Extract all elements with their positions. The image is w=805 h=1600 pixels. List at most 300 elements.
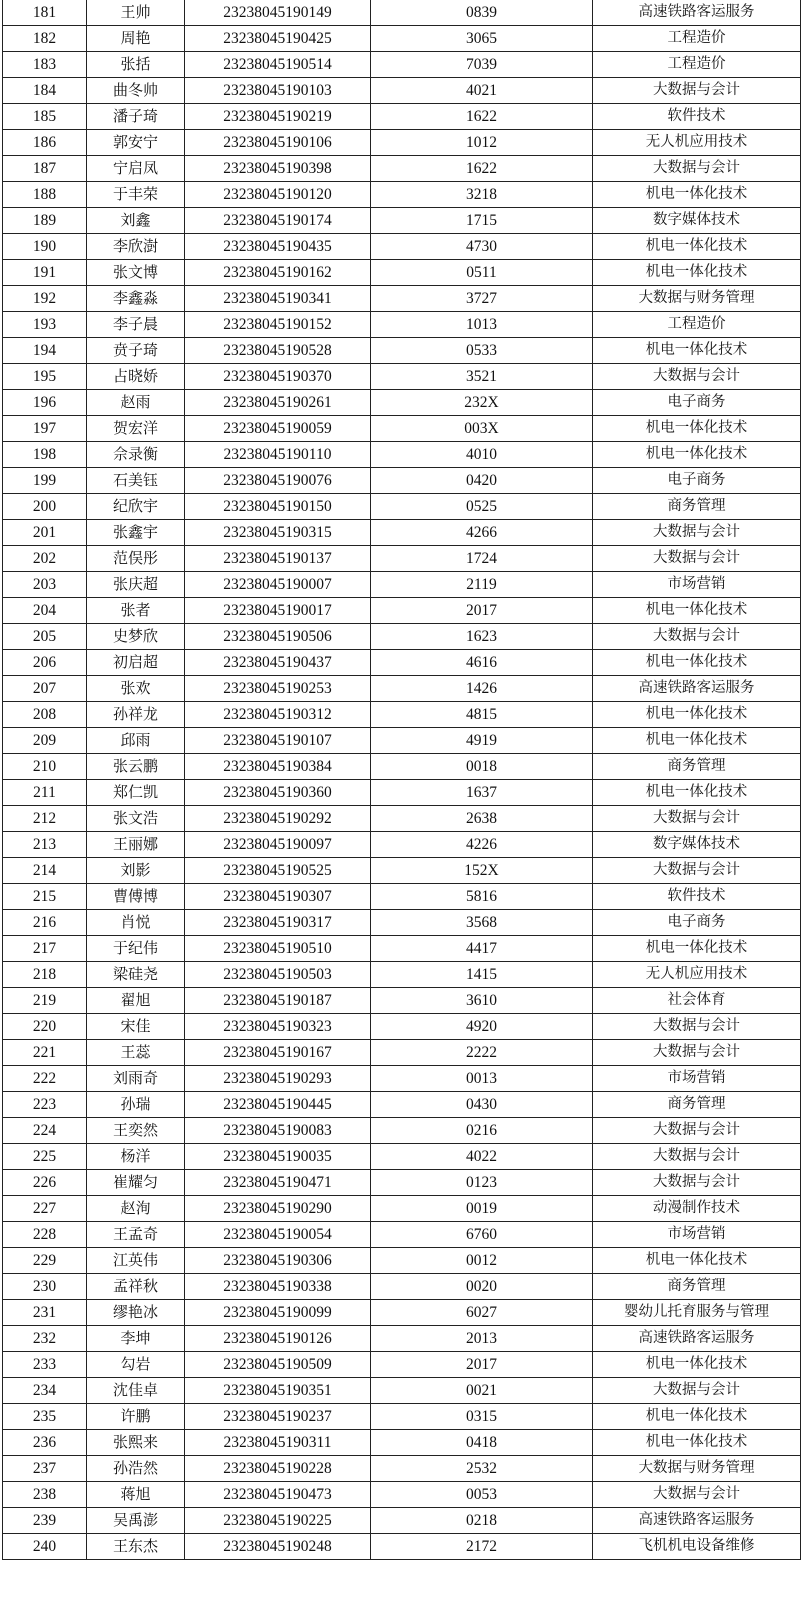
table-row bbox=[3, 1456, 801, 1482]
table-row bbox=[3, 598, 801, 624]
table-row bbox=[3, 78, 801, 104]
row-number-cell: 205 bbox=[3, 624, 87, 650]
id-suffix-cell: 1715 bbox=[371, 208, 593, 234]
major-cell: 机电一体化技术 bbox=[593, 442, 801, 468]
student-name-cell: 赵洵 bbox=[87, 1196, 185, 1222]
table-row bbox=[3, 572, 801, 598]
student-name-cell: 贲子琦 bbox=[87, 338, 185, 364]
id-suffix-cell: 3727 bbox=[371, 286, 593, 312]
student-name-cell: 吴禹澎 bbox=[87, 1508, 185, 1534]
major-cell: 大数据与会计 bbox=[593, 1014, 801, 1040]
student-name-cell: 郭安宁 bbox=[87, 130, 185, 156]
major-cell: 机电一体化技术 bbox=[593, 780, 801, 806]
table-row bbox=[3, 1482, 801, 1508]
exam-id-cell: 23238045190007 bbox=[185, 572, 371, 598]
id-suffix-cell: 6760 bbox=[371, 1222, 593, 1248]
student-name-cell: 肖悦 bbox=[87, 910, 185, 936]
row-number-cell: 226 bbox=[3, 1170, 87, 1196]
major-cell: 大数据与会计 bbox=[593, 1118, 801, 1144]
student-name-cell: 杨洋 bbox=[87, 1144, 185, 1170]
major-cell: 数字媒体技术 bbox=[593, 208, 801, 234]
table-row bbox=[3, 312, 801, 338]
exam-id-cell: 23238045190293 bbox=[185, 1066, 371, 1092]
student-name-cell: 于纪伟 bbox=[87, 936, 185, 962]
row-number-cell: 211 bbox=[3, 780, 87, 806]
exam-id-cell: 23238045190503 bbox=[185, 962, 371, 988]
row-number-cell: 238 bbox=[3, 1482, 87, 1508]
row-number-cell: 216 bbox=[3, 910, 87, 936]
major-cell: 工程造价 bbox=[593, 312, 801, 338]
row-number-cell: 214 bbox=[3, 858, 87, 884]
id-suffix-cell: 0511 bbox=[371, 260, 593, 286]
row-number-cell: 198 bbox=[3, 442, 87, 468]
major-cell: 无人机应用技术 bbox=[593, 130, 801, 156]
id-suffix-cell: 2017 bbox=[371, 598, 593, 624]
major-cell: 社会体育 bbox=[593, 988, 801, 1014]
id-suffix-cell: 2172 bbox=[371, 1534, 593, 1560]
exam-id-cell: 23238045190083 bbox=[185, 1118, 371, 1144]
major-cell: 大数据与会计 bbox=[593, 156, 801, 182]
id-suffix-cell: 3610 bbox=[371, 988, 593, 1014]
student-name-cell: 缪艳冰 bbox=[87, 1300, 185, 1326]
student-name-cell: 石美钰 bbox=[87, 468, 185, 494]
id-suffix-cell: 4266 bbox=[371, 520, 593, 546]
id-suffix-cell: 7039 bbox=[371, 52, 593, 78]
id-suffix-cell: 0315 bbox=[371, 1404, 593, 1430]
table-row bbox=[3, 286, 801, 312]
major-cell: 高速铁路客运服务 bbox=[593, 0, 801, 26]
row-number-cell: 210 bbox=[3, 754, 87, 780]
major-cell: 软件技术 bbox=[593, 104, 801, 130]
row-number-cell: 187 bbox=[3, 156, 87, 182]
table-row bbox=[3, 1092, 801, 1118]
exam-id-cell: 23238045190312 bbox=[185, 702, 371, 728]
student-name-cell: 翟旭 bbox=[87, 988, 185, 1014]
exam-id-cell: 23238045190506 bbox=[185, 624, 371, 650]
exam-id-cell: 23238045190338 bbox=[185, 1274, 371, 1300]
row-number-cell: 239 bbox=[3, 1508, 87, 1534]
exam-id-cell: 23238045190315 bbox=[185, 520, 371, 546]
id-suffix-cell: 5816 bbox=[371, 884, 593, 910]
exam-id-cell: 23238045190425 bbox=[185, 26, 371, 52]
student-name-cell: 于丰荣 bbox=[87, 182, 185, 208]
id-suffix-cell: 4815 bbox=[371, 702, 593, 728]
exam-id-cell: 23238045190370 bbox=[185, 364, 371, 390]
student-name-cell: 孙浩然 bbox=[87, 1456, 185, 1482]
student-name-cell: 张熙来 bbox=[87, 1430, 185, 1456]
student-name-cell: 王帅 bbox=[87, 0, 185, 26]
exam-id-cell: 23238045190237 bbox=[185, 1404, 371, 1430]
exam-id-cell: 23238045190035 bbox=[185, 1144, 371, 1170]
table-row bbox=[3, 936, 801, 962]
table-row bbox=[3, 702, 801, 728]
row-number-cell: 189 bbox=[3, 208, 87, 234]
table-row bbox=[3, 1508, 801, 1534]
table-row bbox=[3, 1118, 801, 1144]
student-name-cell: 张庆超 bbox=[87, 572, 185, 598]
major-cell: 电子商务 bbox=[593, 910, 801, 936]
exam-id-cell: 23238045190510 bbox=[185, 936, 371, 962]
student-name-cell: 占晓娇 bbox=[87, 364, 185, 390]
id-suffix-cell: 4010 bbox=[371, 442, 593, 468]
row-number-cell: 225 bbox=[3, 1144, 87, 1170]
major-cell: 数字媒体技术 bbox=[593, 832, 801, 858]
exam-id-cell: 23238045190398 bbox=[185, 156, 371, 182]
id-suffix-cell: 4730 bbox=[371, 234, 593, 260]
id-suffix-cell: 4226 bbox=[371, 832, 593, 858]
row-number-cell: 236 bbox=[3, 1430, 87, 1456]
id-suffix-cell: 0430 bbox=[371, 1092, 593, 1118]
id-suffix-cell: 4920 bbox=[371, 1014, 593, 1040]
id-suffix-cell: 2222 bbox=[371, 1040, 593, 1066]
row-number-cell: 194 bbox=[3, 338, 87, 364]
major-cell: 大数据与会计 bbox=[593, 1378, 801, 1404]
table-row bbox=[3, 650, 801, 676]
exam-id-cell: 23238045190311 bbox=[185, 1430, 371, 1456]
exam-id-cell: 23238045190435 bbox=[185, 234, 371, 260]
table-row bbox=[3, 1248, 801, 1274]
major-cell: 机电一体化技术 bbox=[593, 1430, 801, 1456]
row-number-cell: 182 bbox=[3, 26, 87, 52]
major-cell: 大数据与会计 bbox=[593, 624, 801, 650]
table-row bbox=[3, 182, 801, 208]
id-suffix-cell: 1622 bbox=[371, 156, 593, 182]
row-number-cell: 181 bbox=[3, 0, 87, 26]
exam-id-cell: 23238045190106 bbox=[185, 130, 371, 156]
row-number-cell: 230 bbox=[3, 1274, 87, 1300]
major-cell: 商务管理 bbox=[593, 1092, 801, 1118]
student-name-cell: 李坤 bbox=[87, 1326, 185, 1352]
major-cell: 大数据与会计 bbox=[593, 1040, 801, 1066]
major-cell: 工程造价 bbox=[593, 26, 801, 52]
major-cell: 工程造价 bbox=[593, 52, 801, 78]
major-cell: 高速铁路客运服务 bbox=[593, 676, 801, 702]
student-name-cell: 王蕊 bbox=[87, 1040, 185, 1066]
table-row bbox=[3, 1274, 801, 1300]
table-row bbox=[3, 884, 801, 910]
exam-id-cell: 23238045190219 bbox=[185, 104, 371, 130]
table-row bbox=[3, 416, 801, 442]
table-row bbox=[3, 234, 801, 260]
id-suffix-cell: 0020 bbox=[371, 1274, 593, 1300]
row-number-cell: 224 bbox=[3, 1118, 87, 1144]
student-name-cell: 李欣澍 bbox=[87, 234, 185, 260]
id-suffix-cell: 0018 bbox=[371, 754, 593, 780]
exam-id-cell: 23238045190099 bbox=[185, 1300, 371, 1326]
major-cell: 大数据与会计 bbox=[593, 1170, 801, 1196]
row-number-cell: 221 bbox=[3, 1040, 87, 1066]
table-row bbox=[3, 156, 801, 182]
exam-id-cell: 23238045190017 bbox=[185, 598, 371, 624]
exam-id-cell: 23238045190149 bbox=[185, 0, 371, 26]
table-row bbox=[3, 1144, 801, 1170]
exam-id-cell: 23238045190137 bbox=[185, 546, 371, 572]
table-row bbox=[3, 208, 801, 234]
id-suffix-cell: 3521 bbox=[371, 364, 593, 390]
row-number-cell: 215 bbox=[3, 884, 87, 910]
exam-id-cell: 23238045190174 bbox=[185, 208, 371, 234]
row-number-cell: 204 bbox=[3, 598, 87, 624]
table-row bbox=[3, 442, 801, 468]
major-cell: 机电一体化技术 bbox=[593, 936, 801, 962]
table-row bbox=[3, 1066, 801, 1092]
id-suffix-cell: 4616 bbox=[371, 650, 593, 676]
student-name-cell: 曲冬帅 bbox=[87, 78, 185, 104]
row-number-cell: 231 bbox=[3, 1300, 87, 1326]
student-name-cell: 佘录衡 bbox=[87, 442, 185, 468]
row-number-cell: 188 bbox=[3, 182, 87, 208]
exam-id-cell: 23238045190253 bbox=[185, 676, 371, 702]
id-suffix-cell: 0019 bbox=[371, 1196, 593, 1222]
id-suffix-cell: 0012 bbox=[371, 1248, 593, 1274]
major-cell: 机电一体化技术 bbox=[593, 650, 801, 676]
id-suffix-cell: 1622 bbox=[371, 104, 593, 130]
id-suffix-cell: 0839 bbox=[371, 0, 593, 26]
student-roster-table bbox=[2, 0, 801, 1560]
table-row bbox=[3, 1352, 801, 1378]
major-cell: 大数据与会计 bbox=[593, 364, 801, 390]
id-suffix-cell: 152X bbox=[371, 858, 593, 884]
row-number-cell: 192 bbox=[3, 286, 87, 312]
row-number-cell: 183 bbox=[3, 52, 87, 78]
table-row bbox=[3, 0, 801, 26]
table-row bbox=[3, 52, 801, 78]
major-cell: 大数据与财务管理 bbox=[593, 1456, 801, 1482]
major-cell: 无人机应用技术 bbox=[593, 962, 801, 988]
row-number-cell: 240 bbox=[3, 1534, 87, 1560]
exam-id-cell: 23238045190225 bbox=[185, 1508, 371, 1534]
id-suffix-cell: 2119 bbox=[371, 572, 593, 598]
student-name-cell: 初启超 bbox=[87, 650, 185, 676]
exam-id-cell: 23238045190110 bbox=[185, 442, 371, 468]
major-cell: 电子商务 bbox=[593, 468, 801, 494]
table-row bbox=[3, 26, 801, 52]
student-name-cell: 赵雨 bbox=[87, 390, 185, 416]
student-name-cell: 李鑫淼 bbox=[87, 286, 185, 312]
id-suffix-cell: 4417 bbox=[371, 936, 593, 962]
student-name-cell: 张鑫宇 bbox=[87, 520, 185, 546]
student-name-cell: 潘子琦 bbox=[87, 104, 185, 130]
major-cell: 机电一体化技术 bbox=[593, 260, 801, 286]
student-name-cell: 刘鑫 bbox=[87, 208, 185, 234]
student-name-cell: 张括 bbox=[87, 52, 185, 78]
student-name-cell: 郑仁凯 bbox=[87, 780, 185, 806]
student-name-cell: 张欢 bbox=[87, 676, 185, 702]
exam-id-cell: 23238045190306 bbox=[185, 1248, 371, 1274]
major-cell: 商务管理 bbox=[593, 754, 801, 780]
id-suffix-cell: 1415 bbox=[371, 962, 593, 988]
row-number-cell: 184 bbox=[3, 78, 87, 104]
id-suffix-cell: 003X bbox=[371, 416, 593, 442]
student-name-cell: 张者 bbox=[87, 598, 185, 624]
row-number-cell: 185 bbox=[3, 104, 87, 130]
id-suffix-cell: 0013 bbox=[371, 1066, 593, 1092]
major-cell: 商务管理 bbox=[593, 1274, 801, 1300]
exam-id-cell: 23238045190471 bbox=[185, 1170, 371, 1196]
table-row bbox=[3, 494, 801, 520]
exam-id-cell: 23238045190059 bbox=[185, 416, 371, 442]
table-row bbox=[3, 1040, 801, 1066]
table-row bbox=[3, 546, 801, 572]
row-number-cell: 191 bbox=[3, 260, 87, 286]
exam-id-cell: 23238045190445 bbox=[185, 1092, 371, 1118]
row-number-cell: 193 bbox=[3, 312, 87, 338]
major-cell: 市场营销 bbox=[593, 1222, 801, 1248]
major-cell: 动漫制作技术 bbox=[593, 1196, 801, 1222]
major-cell: 大数据与会计 bbox=[593, 858, 801, 884]
major-cell: 高速铁路客运服务 bbox=[593, 1326, 801, 1352]
id-suffix-cell: 0021 bbox=[371, 1378, 593, 1404]
id-suffix-cell: 0420 bbox=[371, 468, 593, 494]
row-number-cell: 237 bbox=[3, 1456, 87, 1482]
exam-id-cell: 23238045190514 bbox=[185, 52, 371, 78]
row-number-cell: 235 bbox=[3, 1404, 87, 1430]
exam-id-cell: 23238045190187 bbox=[185, 988, 371, 1014]
student-name-cell: 刘影 bbox=[87, 858, 185, 884]
major-cell: 大数据与会计 bbox=[593, 1482, 801, 1508]
row-number-cell: 228 bbox=[3, 1222, 87, 1248]
exam-id-cell: 23238045190290 bbox=[185, 1196, 371, 1222]
major-cell: 商务管理 bbox=[593, 494, 801, 520]
student-name-cell: 李子晨 bbox=[87, 312, 185, 338]
major-cell: 机电一体化技术 bbox=[593, 1404, 801, 1430]
student-name-cell: 江英伟 bbox=[87, 1248, 185, 1274]
table-row bbox=[3, 754, 801, 780]
table-row bbox=[3, 1534, 801, 1560]
id-suffix-cell: 2013 bbox=[371, 1326, 593, 1352]
id-suffix-cell: 4919 bbox=[371, 728, 593, 754]
student-name-cell: 王奕然 bbox=[87, 1118, 185, 1144]
table-row bbox=[3, 1170, 801, 1196]
student-name-cell: 崔耀匀 bbox=[87, 1170, 185, 1196]
student-name-cell: 王丽娜 bbox=[87, 832, 185, 858]
id-suffix-cell: 0123 bbox=[371, 1170, 593, 1196]
major-cell: 大数据与会计 bbox=[593, 1144, 801, 1170]
exam-id-cell: 23238045190351 bbox=[185, 1378, 371, 1404]
student-name-cell: 蒋旭 bbox=[87, 1482, 185, 1508]
table-row bbox=[3, 1014, 801, 1040]
major-cell: 大数据与会计 bbox=[593, 546, 801, 572]
student-name-cell: 梁硅尧 bbox=[87, 962, 185, 988]
exam-id-cell: 23238045190323 bbox=[185, 1014, 371, 1040]
table-row bbox=[3, 104, 801, 130]
id-suffix-cell: 1623 bbox=[371, 624, 593, 650]
major-cell: 机电一体化技术 bbox=[593, 1352, 801, 1378]
student-name-cell: 王东杰 bbox=[87, 1534, 185, 1560]
row-number-cell: 217 bbox=[3, 936, 87, 962]
id-suffix-cell: 4022 bbox=[371, 1144, 593, 1170]
major-cell: 大数据与会计 bbox=[593, 806, 801, 832]
row-number-cell: 219 bbox=[3, 988, 87, 1014]
table-row bbox=[3, 676, 801, 702]
exam-id-cell: 23238045190162 bbox=[185, 260, 371, 286]
student-name-cell: 王孟奇 bbox=[87, 1222, 185, 1248]
student-name-cell: 张云鹏 bbox=[87, 754, 185, 780]
row-number-cell: 208 bbox=[3, 702, 87, 728]
row-number-cell: 223 bbox=[3, 1092, 87, 1118]
table-row bbox=[3, 1326, 801, 1352]
table-row bbox=[3, 364, 801, 390]
exam-id-cell: 23238045190228 bbox=[185, 1456, 371, 1482]
student-name-cell: 张文博 bbox=[87, 260, 185, 286]
major-cell: 大数据与财务管理 bbox=[593, 286, 801, 312]
major-cell: 婴幼儿托育服务与管理 bbox=[593, 1300, 801, 1326]
table-row bbox=[3, 806, 801, 832]
id-suffix-cell: 0525 bbox=[371, 494, 593, 520]
table-row bbox=[3, 910, 801, 936]
exam-id-cell: 23238045190150 bbox=[185, 494, 371, 520]
row-number-cell: 227 bbox=[3, 1196, 87, 1222]
major-cell: 机电一体化技术 bbox=[593, 1248, 801, 1274]
table-row bbox=[3, 390, 801, 416]
id-suffix-cell: 232X bbox=[371, 390, 593, 416]
exam-id-cell: 23238045190126 bbox=[185, 1326, 371, 1352]
row-number-cell: 233 bbox=[3, 1352, 87, 1378]
id-suffix-cell: 2017 bbox=[371, 1352, 593, 1378]
exam-id-cell: 23238045190437 bbox=[185, 650, 371, 676]
row-number-cell: 222 bbox=[3, 1066, 87, 1092]
major-cell: 机电一体化技术 bbox=[593, 728, 801, 754]
exam-id-cell: 23238045190525 bbox=[185, 858, 371, 884]
row-number-cell: 190 bbox=[3, 234, 87, 260]
exam-id-cell: 23238045190167 bbox=[185, 1040, 371, 1066]
table-row bbox=[3, 858, 801, 884]
row-number-cell: 213 bbox=[3, 832, 87, 858]
table-row bbox=[3, 1300, 801, 1326]
row-number-cell: 206 bbox=[3, 650, 87, 676]
exam-id-cell: 23238045190097 bbox=[185, 832, 371, 858]
id-suffix-cell: 1426 bbox=[371, 676, 593, 702]
major-cell: 飞机机电设备维修 bbox=[593, 1534, 801, 1560]
row-number-cell: 186 bbox=[3, 130, 87, 156]
major-cell: 市场营销 bbox=[593, 1066, 801, 1092]
id-suffix-cell: 0053 bbox=[371, 1482, 593, 1508]
row-number-cell: 202 bbox=[3, 546, 87, 572]
major-cell: 大数据与会计 bbox=[593, 520, 801, 546]
row-number-cell: 220 bbox=[3, 1014, 87, 1040]
exam-id-cell: 23238045190317 bbox=[185, 910, 371, 936]
student-name-cell: 史梦欣 bbox=[87, 624, 185, 650]
exam-id-cell: 23238045190528 bbox=[185, 338, 371, 364]
row-number-cell: 218 bbox=[3, 962, 87, 988]
id-suffix-cell: 2638 bbox=[371, 806, 593, 832]
student-name-cell: 贺宏洋 bbox=[87, 416, 185, 442]
student-name-cell: 宁启凤 bbox=[87, 156, 185, 182]
exam-id-cell: 23238045190248 bbox=[185, 1534, 371, 1560]
major-cell: 机电一体化技术 bbox=[593, 416, 801, 442]
table-row bbox=[3, 468, 801, 494]
table-row bbox=[3, 1404, 801, 1430]
row-number-cell: 207 bbox=[3, 676, 87, 702]
major-cell: 电子商务 bbox=[593, 390, 801, 416]
exam-id-cell: 23238045190341 bbox=[185, 286, 371, 312]
row-number-cell: 234 bbox=[3, 1378, 87, 1404]
student-name-cell: 勾岩 bbox=[87, 1352, 185, 1378]
exam-id-cell: 23238045190120 bbox=[185, 182, 371, 208]
row-number-cell: 196 bbox=[3, 390, 87, 416]
id-suffix-cell: 2532 bbox=[371, 1456, 593, 1482]
table-row bbox=[3, 1196, 801, 1222]
exam-id-cell: 23238045190360 bbox=[185, 780, 371, 806]
major-cell: 大数据与会计 bbox=[593, 78, 801, 104]
table-row bbox=[3, 1222, 801, 1248]
exam-id-cell: 23238045190076 bbox=[185, 468, 371, 494]
student-name-cell: 范俣彤 bbox=[87, 546, 185, 572]
id-suffix-cell: 4021 bbox=[371, 78, 593, 104]
table-row bbox=[3, 624, 801, 650]
student-name-cell: 邱雨 bbox=[87, 728, 185, 754]
roster-body bbox=[3, 0, 801, 1560]
